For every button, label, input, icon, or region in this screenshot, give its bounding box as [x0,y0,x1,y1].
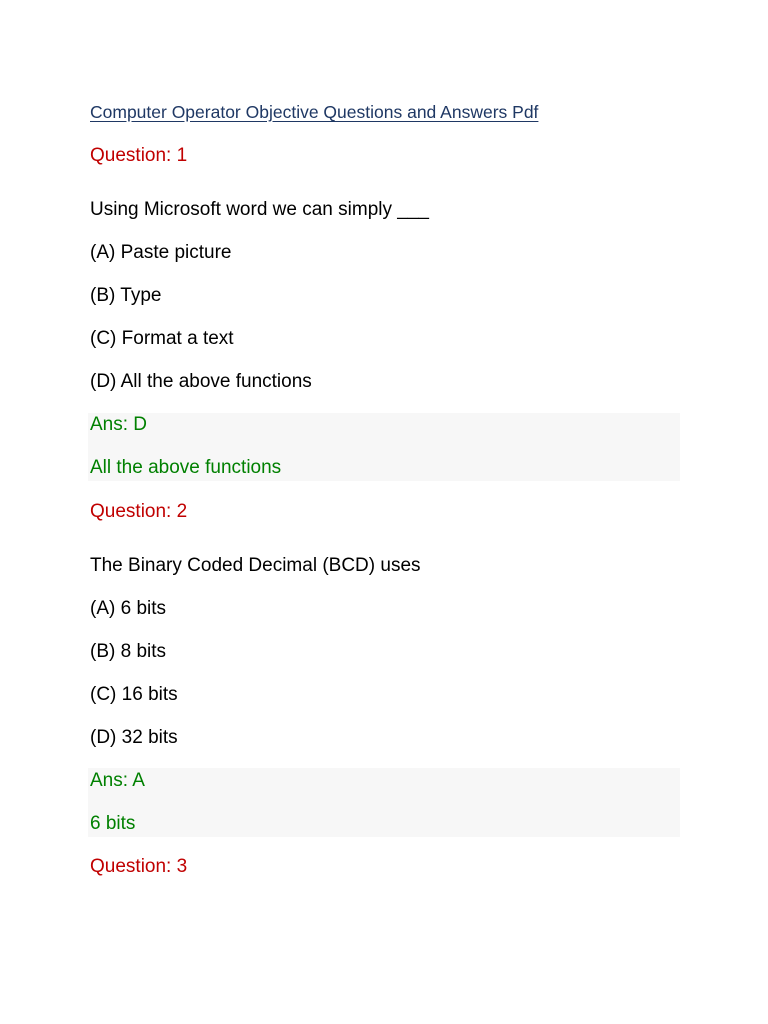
question-1-option-a: (A) Paste picture [90,242,232,263]
answer-2-label: Ans: A [90,770,145,791]
question-2-option-c: (C) 16 bits [90,684,178,705]
question-1-label: Question: 1 [90,145,188,166]
question-2-option-a: (A) 6 bits [90,598,167,619]
answer-1-text: All the above functions [90,457,282,478]
answer-1-label: Ans: D [90,414,148,435]
answer-2-text: 6 bits [90,813,136,834]
question-1-option-d: (D) All the above functions [90,371,312,392]
question-1-option-c: (C) Format a text [90,328,234,349]
question-1-option-b: (B) Type [90,285,162,306]
question-3-label: Question: 3 [90,856,188,877]
question-2-text: The Binary Coded Decimal (BCD) uses [90,555,421,576]
question-2-option-d: (D) 32 bits [90,727,178,748]
question-2-option-b: (B) 8 bits [90,641,167,662]
document-title-link[interactable]: Computer Operator Objective Questions and Answers Pdf [90,102,539,122]
question-1-text: Using Microsoft word we can simply ___ [90,199,429,220]
answer-2-highlight [88,768,680,837]
question-2-label: Question: 2 [90,501,188,522]
